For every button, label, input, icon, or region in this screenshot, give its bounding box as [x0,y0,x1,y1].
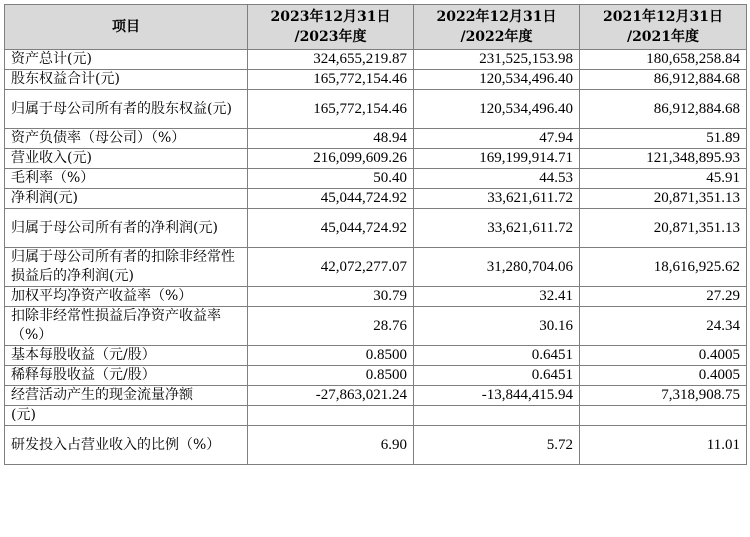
value-2023: 45,044,724.92 [248,209,414,248]
table-row [5,70,747,90]
value-2022: 31,280,704.06 [414,248,580,287]
table-row [5,366,747,386]
value-2023: 50.40 [248,169,414,189]
table-row [5,129,747,149]
table-row [5,209,747,248]
value-2021: 0.4005 [580,346,747,366]
value-2023: 45,044,724.92 [248,189,414,209]
value-2023: 30.79 [248,287,414,307]
table-row [5,149,747,169]
row-label: 基本每股收益（元/股） [5,346,248,366]
value-2022: 0.6451 [414,366,580,386]
value-2021: 0.4005 [580,366,747,386]
value-2021: 11.01 [580,426,747,465]
value-2021: 20,871,351.13 [580,189,747,209]
value-2022: 120,534,496.40 [414,90,580,129]
row-label: 研发投入占营业收入的比例（%） [5,426,248,465]
row-label: 营业收入(元) [5,149,248,169]
value-2022: 30.16 [414,307,580,346]
value-2021: 7,318,908.75 [580,386,747,406]
row-label: 稀释每股收益（元/股） [5,366,248,386]
header-2022: 2022年12月31日 /2022年度 [414,5,580,50]
value-2022 [414,406,580,426]
table-row [5,406,747,426]
value-2022: 47.94 [414,129,580,149]
value-2022: 120,534,496.40 [414,70,580,90]
value-2022: 5.72 [414,426,580,465]
value-2023: 48.94 [248,129,414,149]
table-row [5,386,747,406]
value-2021 [580,406,747,426]
value-2022: 231,525,153.98 [414,50,580,70]
value-2023: 0.8500 [248,366,414,386]
value-2023: 165,772,154.46 [248,70,414,90]
value-2021: 86,912,884.68 [580,90,747,129]
value-2023: -27,863,021.24 [248,386,414,406]
value-2022: -13,844,415.94 [414,386,580,406]
value-2021: 27.29 [580,287,747,307]
value-2022: 33,621,611.72 [414,189,580,209]
row-label: 股东权益合计(元) [5,70,248,90]
value-2022: 169,199,914.71 [414,149,580,169]
value-2021: 51.89 [580,129,747,149]
value-2023: 28.76 [248,307,414,346]
row-label: 扣除非经常性损益后净资产收益率（%） [5,307,248,346]
header-2021: 2021年12月31日 /2021年度 [580,5,747,50]
value-2021: 45.91 [580,169,747,189]
row-label: 经营活动产生的现金流量净额 [5,386,248,406]
value-2022: 0.6451 [414,346,580,366]
row-label: 归属于母公司所有者的股东权益(元) [5,90,248,129]
row-label: 归属于母公司所有者的净利润(元) [5,209,248,248]
row-label: 净利润(元) [5,189,248,209]
row-label: 加权平均净资产收益率（%） [5,287,248,307]
financial-data-table [4,4,747,465]
value-2021: 86,912,884.68 [580,70,747,90]
value-2021: 24.34 [580,307,747,346]
table-row [5,90,747,129]
table-row [5,189,747,209]
row-label: 资产总计(元) [5,50,248,70]
header-row [5,5,747,50]
table-row [5,426,747,465]
value-2022: 44.53 [414,169,580,189]
row-label: (元) [5,406,248,426]
table-row [5,50,747,70]
value-2023: 165,772,154.46 [248,90,414,129]
value-2022: 33,621,611.72 [414,209,580,248]
value-2023: 324,655,219.87 [248,50,414,70]
value-2022: 32.41 [414,287,580,307]
table-row [5,307,747,346]
value-2023: 216,099,609.26 [248,149,414,169]
table-row [5,287,747,307]
value-2021: 20,871,351.13 [580,209,747,248]
value-2021: 121,348,895.93 [580,149,747,169]
value-2021: 18,616,925.62 [580,248,747,287]
row-label: 归属于母公司所有者的扣除非经常性损益后的净利润(元) [5,248,248,287]
value-2023: 42,072,277.07 [248,248,414,287]
value-2023 [248,406,414,426]
header-item: 项目 [5,5,248,50]
table-row [5,169,747,189]
value-2023: 0.8500 [248,346,414,366]
table-row [5,248,747,287]
header-2023: 2023年12月31日 /2023年度 [248,5,414,50]
row-label: 毛利率（%） [5,169,248,189]
value-2021: 180,658,258.84 [580,50,747,70]
table-row [5,346,747,366]
row-label: 资产负债率（母公司）（%） [5,129,248,149]
value-2023: 6.90 [248,426,414,465]
